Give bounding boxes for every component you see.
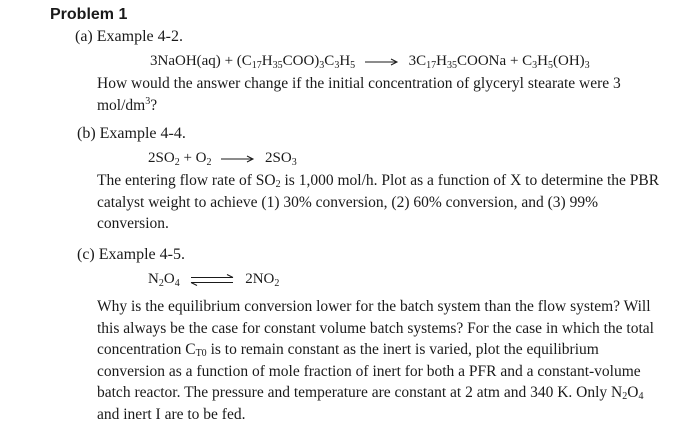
- part-a-label: (a) Example 4-2.: [75, 28, 183, 45]
- eq-a-product2: $C_3H_5(OH)_3$: [522, 53, 590, 71]
- equilibrium-arrow-icon: [189, 274, 235, 286]
- reaction-arrow-icon: [365, 58, 399, 66]
- problem-title: Problem 1: [50, 6, 128, 23]
- part-a-equation: 3NaOH(aq) + $(C_{17}H_{35}COO)_3C_3H_5$ $3C_{17}H_{35}COONa + C_3H_5(OH)_3$: [150, 53, 590, 71]
- part-b-text: The entering flow rate of $SO_2$ is 1,000 mol/h. Plot as a function of X to determine the PBR catalyst weight to achieve (1) 30% conversion, (2) 60% conversion, and (3) 99% conversion.: [97, 172, 660, 232]
- eq-a-reactant2: $(C_{17}H_{35}COO)_3C_3H_5$: [236, 53, 356, 71]
- eq-a-product1: $3C_{17}H_{35}COONa$: [408, 53, 507, 71]
- part-c-equation: $N_2O_4$ $2NO_2$: [148, 271, 280, 289]
- part-b-equation: $2SO_2 + O_2$ $2SO_3$: [148, 150, 297, 168]
- part-a-question: How would the answer change if the initial concentration of glyceryl stearate were 3 mol/$dm^3$?: [97, 75, 621, 114]
- part-b-label: (b) Example 4-4.: [77, 125, 186, 142]
- eq-a-reactant1: 3NaOH(aq): [150, 53, 221, 69]
- part-c-label: (c) Example 4-5.: [77, 246, 185, 263]
- part-c-text: Why is the equilibrium conversion lower for the batch system than the flow system? Will this always be the case for constant volume batch systems? For the case in which the total concentration $C_{T0}$ is to remain constant as the inert is varied, plot the equilibrium conversion as a function of mole fraction of inert for both a PFR and a constant-volume batch reactor. The pressure and temperature are constant at 2 atm and 340 K. Only $N_2O_4$ and inert I are to be fed.: [97, 298, 654, 423]
- reaction-arrow-icon: [221, 155, 255, 163]
